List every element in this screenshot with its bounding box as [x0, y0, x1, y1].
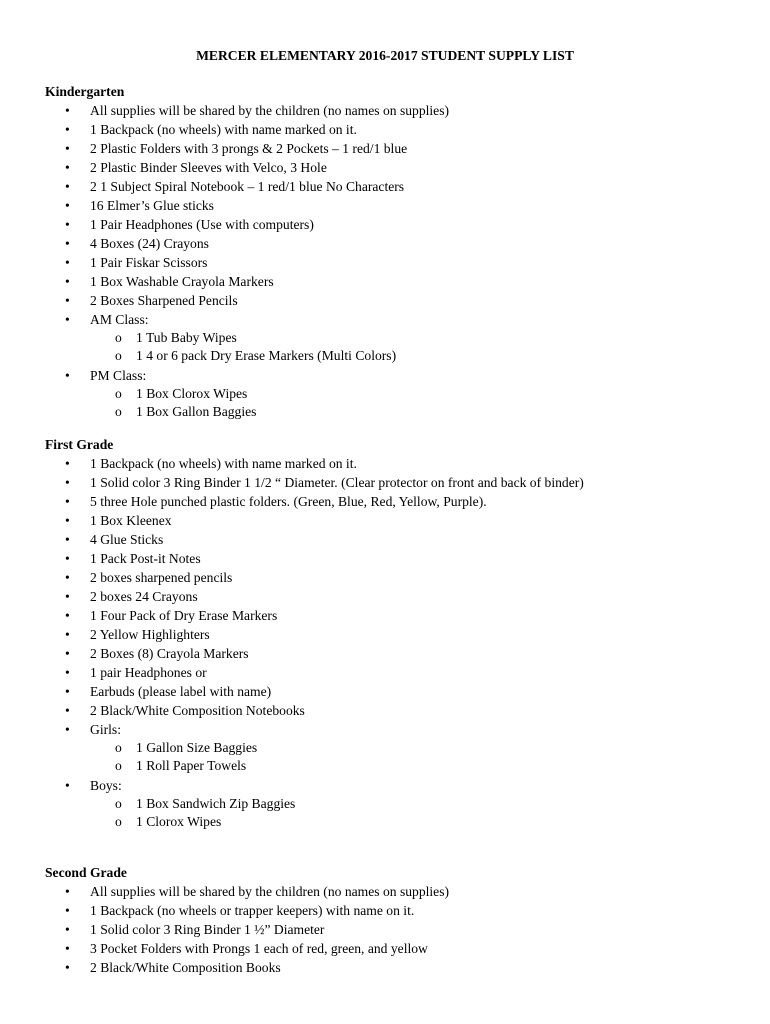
sub-list-item: [45, 795, 745, 813]
list-item: [45, 272, 745, 291]
sub-list-item-text: 1 Clorox Wipes: [136, 814, 222, 830]
list-item-text: 4 Boxes (24) Crayons: [90, 236, 209, 251]
bullet-icon: •: [65, 141, 70, 156]
bullet-icon: •: [65, 255, 70, 270]
bullet-icon: •: [65, 236, 70, 251]
list-item-text: 1 Backpack (no wheels) with name marked on it.: [90, 122, 357, 137]
list-item: [45, 158, 745, 177]
bullet-icon: •: [65, 777, 70, 793]
bullet-icon: •: [65, 722, 70, 737]
bullet-icon: •: [65, 456, 70, 471]
sub-bullet-icon: o: [115, 330, 122, 345]
list-item-text: 4 Glue Sticks: [90, 532, 164, 547]
list-item: [45, 901, 745, 920]
list-item-text: Earbuds (please label with name): [90, 684, 272, 699]
list-item: [45, 644, 745, 663]
list-item: [45, 473, 745, 492]
bullet-icon: •: [65, 589, 70, 604]
list-item-text: 3 Pocket Folders with Prongs 1 each of red, green, and yellow: [90, 941, 428, 956]
list-item-text: 1 Box Kleenex: [90, 513, 172, 528]
sub-bullet-icon: o: [115, 404, 122, 420]
list-item: [45, 196, 745, 215]
list-item: [45, 606, 745, 625]
bullet-icon: •: [65, 684, 70, 699]
list-item: [45, 215, 745, 234]
list-item: [45, 549, 745, 568]
sub-bullet-icon: o: [115, 385, 122, 401]
bullet-icon: •: [65, 475, 70, 490]
second-grade-section: [45, 863, 745, 977]
sub-list-item-text: 1 4 or 6 pack Dry Erase Markers (Multi Colors): [136, 348, 397, 364]
list-item: [45, 587, 745, 606]
list-item-text: 2 Boxes (8) Crayola Markers: [90, 646, 249, 661]
list-item: [45, 234, 745, 253]
list-item-text: 1 Pack Post-it Notes: [90, 551, 201, 566]
bullet-icon: •: [65, 884, 70, 899]
list-item-text: 2 Plastic Binder Sleeves with Velco, 3 Hole: [90, 160, 327, 175]
bullet-icon: •: [65, 570, 70, 585]
sub-list-item: [45, 403, 745, 421]
sub-list-item-text: 1 Gallon Size Baggies: [136, 740, 258, 755]
list-item: [45, 920, 745, 939]
list-item: [45, 291, 745, 310]
sub-bullet-icon: o: [115, 795, 122, 811]
list-item: [45, 530, 745, 549]
list-item-text: 5 three Hole punched plastic folders. (Green, Blue, Red, Yellow, Purple).: [90, 494, 487, 509]
list-item: [45, 939, 745, 958]
bullet-icon: •: [65, 160, 70, 175]
kindergarten-list: [45, 101, 745, 422]
bullet-icon: •: [65, 198, 70, 213]
list-item: [45, 366, 745, 385]
list-item-text: AM Class:: [90, 312, 149, 327]
list-item: [45, 253, 745, 272]
sub-bullet-icon: o: [115, 814, 122, 830]
bullet-icon: •: [65, 608, 70, 623]
bullet-icon: •: [65, 513, 70, 528]
list-item-text: 1 pair Headphones or: [90, 665, 207, 680]
bullet-icon: •: [65, 903, 70, 918]
list-item: [45, 701, 745, 720]
list-item: [45, 139, 745, 158]
list-item: [45, 454, 745, 473]
list-item: [45, 958, 745, 977]
list-item-text: 1 Backpack (no wheels) with name marked on it.: [90, 456, 357, 471]
sub-list-item-text: 1 Box Sandwich Zip Baggies: [136, 795, 296, 811]
sub-bullet-icon: o: [115, 740, 122, 755]
list-item: [45, 568, 745, 587]
list-item: [45, 310, 745, 329]
bullet-icon: •: [65, 179, 70, 194]
list-item-text: 2 1 Subject Spiral Notebook – 1 red/1 blue No Characters: [90, 179, 405, 194]
sub-list-item-text: 1 Tub Baby Wipes: [136, 330, 237, 345]
bullet-icon: •: [65, 217, 70, 232]
list-item-text: 2 boxes 24 Crayons: [90, 589, 198, 604]
list-item: [45, 120, 745, 139]
bullet-icon: •: [65, 551, 70, 566]
sub-list-item: [45, 813, 745, 831]
list-item-text: 2 Plastic Folders with 3 prongs & 2 Pockets – 1 red/1 blue: [90, 141, 408, 156]
list-item-text: 16 Elmer’s Glue sticks: [90, 198, 214, 213]
second-grade-heading: Second Grade: [45, 865, 127, 880]
bullet-icon: •: [65, 665, 70, 680]
sub-list-item: [45, 385, 745, 403]
bullet-icon: •: [65, 274, 70, 289]
kindergarten-heading: Kindergarten: [45, 84, 125, 99]
list-item: [45, 177, 745, 196]
list-item-text: 2 boxes sharpened pencils: [90, 570, 233, 585]
bullet-icon: •: [65, 941, 70, 956]
list-item-text: 1 Pair Fiskar Scissors: [90, 255, 208, 270]
sub-list-item: [45, 329, 745, 347]
bullet-icon: •: [65, 103, 70, 118]
bullet-icon: •: [65, 532, 70, 547]
list-item-text: 1 Solid color 3 Ring Binder 1 1/2 “ Diameter. (Clear protector on front and back of binder): [90, 475, 584, 490]
list-item-text: 1 Backpack (no wheels or trapper keepers) with name on it.: [90, 903, 415, 918]
list-item-text: 2 Black/White Composition Notebooks: [90, 703, 305, 718]
kindergarten-section: [45, 82, 745, 422]
list-item-text: 1 Box Washable Crayola Markers: [90, 274, 274, 289]
document-title: MERCER ELEMENTARY 2016-2017 STUDENT SUPPLY LIST: [196, 48, 574, 63]
bullet-icon: •: [65, 646, 70, 661]
list-item: [45, 101, 745, 120]
list-item: [45, 776, 745, 795]
list-item-text: 2 Black/White Composition Books: [90, 960, 281, 975]
list-item: [45, 720, 745, 739]
bullet-icon: •: [65, 312, 70, 327]
list-item-text: 1 Four Pack of Dry Erase Markers: [90, 608, 278, 623]
sub-bullet-icon: o: [115, 348, 122, 364]
list-item-text: 1 Pair Headphones (Use with computers): [90, 217, 314, 232]
sub-list-item-text: 1 Box Gallon Baggies: [136, 404, 257, 420]
bullet-icon: •: [65, 703, 70, 718]
list-item-text: Boys:: [90, 777, 122, 793]
bullet-icon: •: [65, 960, 70, 975]
list-item: [45, 663, 745, 682]
sub-list-item-text: 1 Roll Paper Towels: [136, 758, 247, 774]
sub-bullet-icon: o: [115, 758, 122, 774]
sub-list-item-text: 1 Box Clorox Wipes: [136, 385, 248, 401]
list-item-text: 2 Boxes Sharpened Pencils: [90, 293, 238, 308]
list-item: [45, 682, 745, 701]
list-item-text: Girls:: [90, 722, 121, 737]
bullet-icon: •: [65, 367, 70, 383]
list-item: [45, 882, 745, 901]
list-item: [45, 492, 745, 511]
bullet-icon: •: [65, 122, 70, 137]
list-item-text: 1 Solid color 3 Ring Binder 1 ½” Diameter: [90, 922, 325, 937]
list-item: [45, 511, 745, 530]
bullet-icon: •: [65, 494, 70, 509]
list-item: [45, 625, 745, 644]
list-item-text: PM Class:: [90, 367, 147, 383]
list-item-text: 2 Yellow Highlighters: [90, 627, 210, 642]
first-grade-section: [45, 435, 745, 832]
first-grade-list: [45, 454, 745, 832]
first-grade-heading: First Grade: [45, 437, 114, 452]
sub-list-item: [45, 739, 745, 757]
bullet-icon: •: [65, 293, 70, 308]
bullet-icon: •: [65, 922, 70, 937]
bullet-icon: •: [65, 627, 70, 642]
sub-list-item: [45, 347, 745, 365]
sub-list-item: [45, 757, 745, 775]
list-item-text: All supplies will be shared by the children (no names on supplies): [90, 884, 450, 899]
second-grade-list: [45, 882, 745, 977]
list-item-text: All supplies will be shared by the children (no names on supplies): [90, 103, 450, 118]
